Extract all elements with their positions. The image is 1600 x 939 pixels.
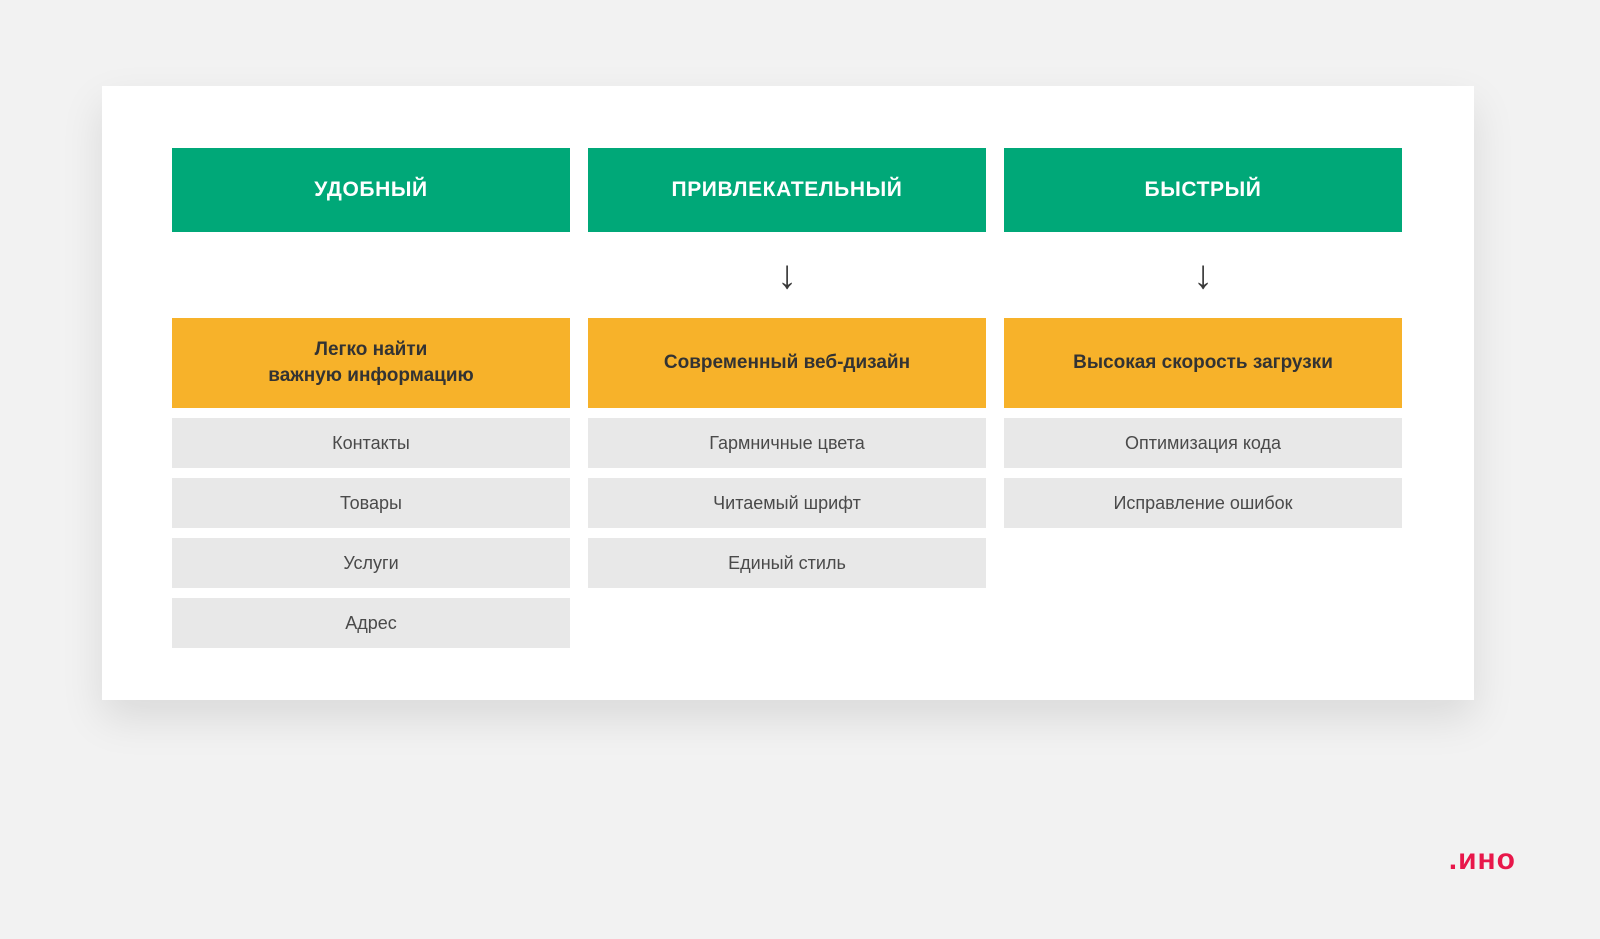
column-header-3: БЫСТРЫЙ (1004, 148, 1402, 232)
arrow-down-icon-2: ↓ (777, 253, 797, 297)
arrow-down-icon-3: ↓ (1193, 253, 1213, 297)
column-subheader-2: Современный веб-дизайн (588, 318, 986, 408)
brand-logo-text: ино (1458, 843, 1516, 876)
list-item: Читаемый шрифт (588, 478, 986, 528)
list-item: Товары (172, 478, 570, 528)
list-item: Оптимизация кода (1004, 418, 1402, 468)
diagram-column-2 (588, 148, 986, 648)
list-item: Гармничные цвета (588, 418, 986, 468)
diagram-column-1 (172, 148, 570, 648)
column-subheader-1-line2: важную информацию (268, 365, 474, 386)
list-item: Услуги (172, 538, 570, 588)
list-item: Адрес (172, 598, 570, 648)
column-subheader-1 (172, 318, 570, 408)
list-item: Единый стиль (588, 538, 986, 588)
column-header-2: ПРИВЛЕКАТЕЛЬНЫЙ (588, 148, 986, 232)
column-subheader-3: Высокая скорость загрузки (1004, 318, 1402, 408)
column-subheader-1-line1: Легко найти (314, 339, 428, 361)
list-item: Контакты (172, 418, 570, 468)
diagram-columns (172, 148, 1404, 648)
brand-logo-dot: . (1448, 843, 1459, 876)
brand-logo (1449, 843, 1516, 877)
list-item: Исправление ошибок (1004, 478, 1402, 528)
diagram-column-3 (1004, 148, 1402, 648)
diagram-card (102, 86, 1474, 700)
column-header-1: УДОБНЫЙ (172, 148, 570, 232)
